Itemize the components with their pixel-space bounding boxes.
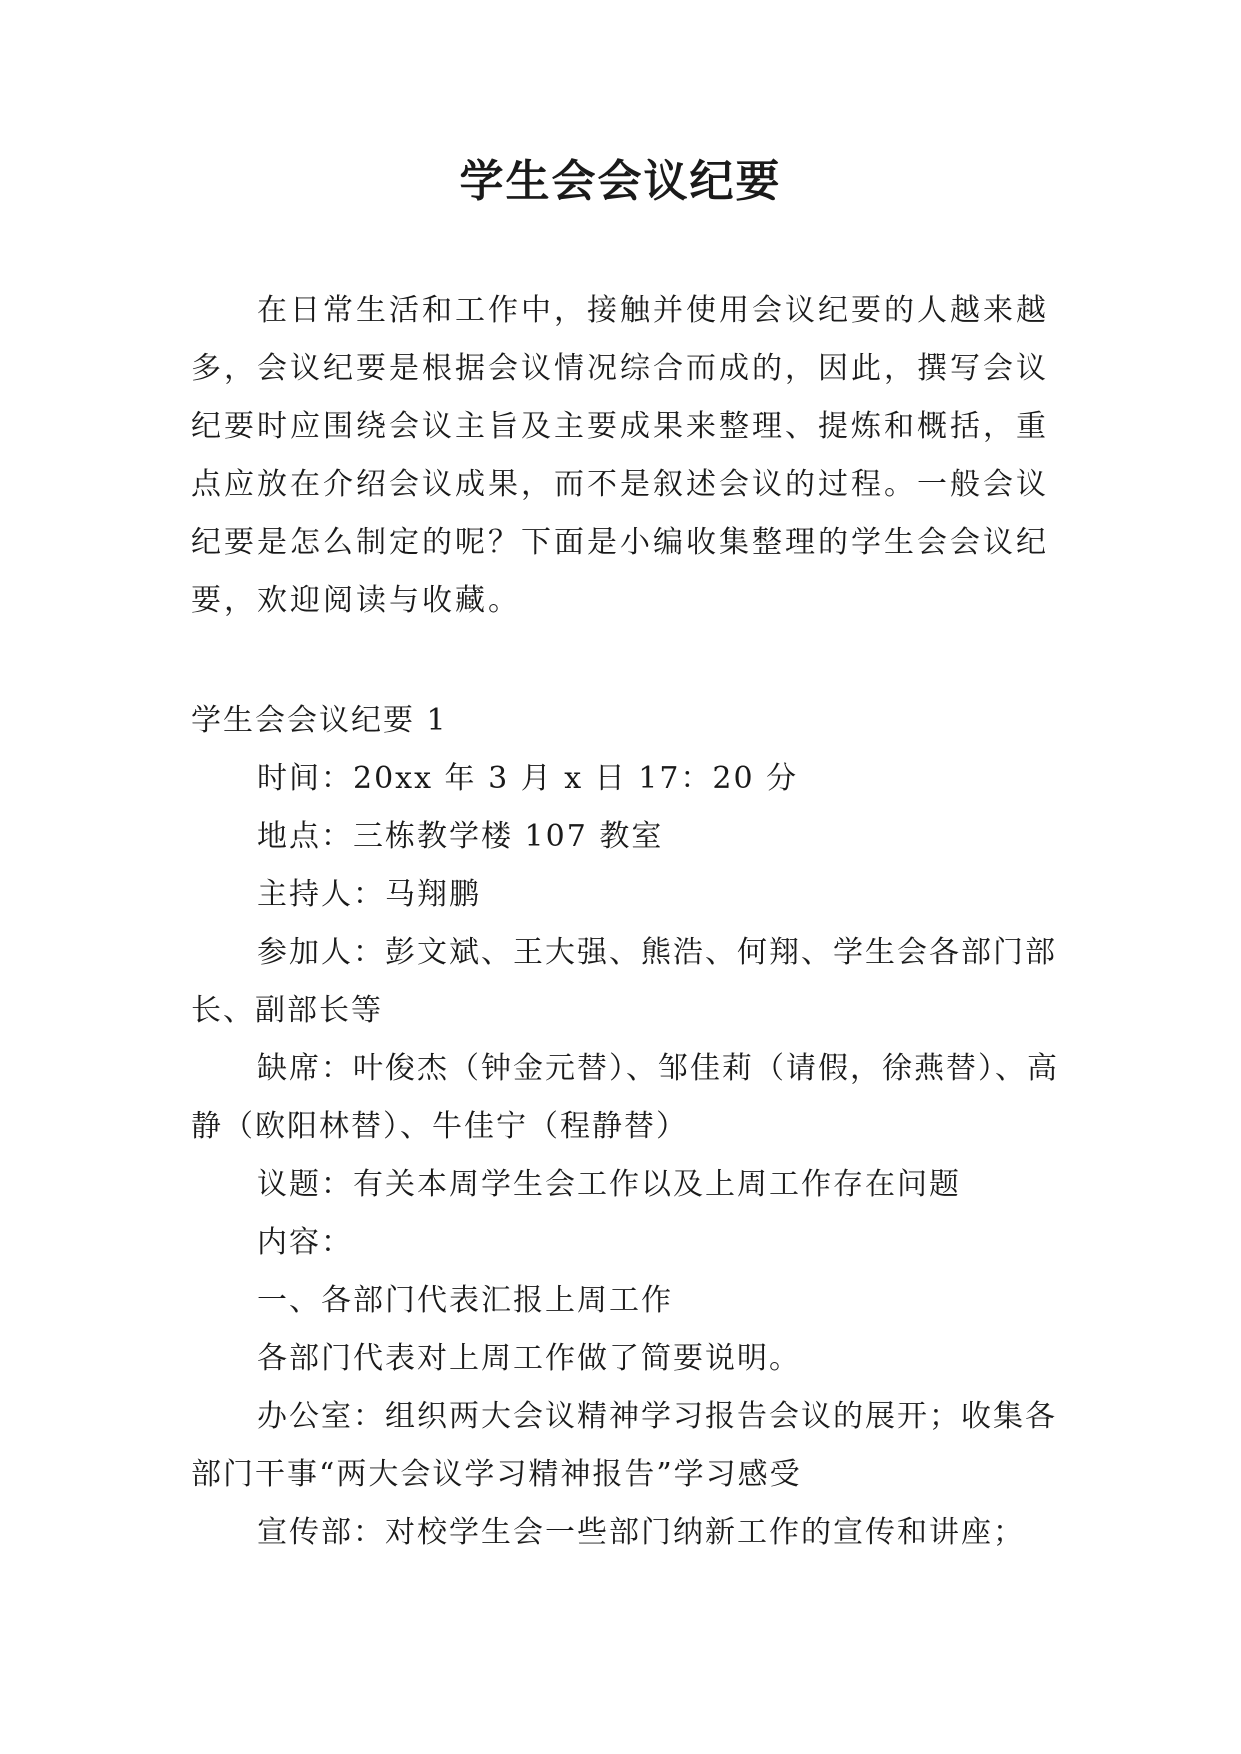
meeting-host: 主持人：马翔鹏 <box>257 877 481 912</box>
meeting-topic: 议题：有关本周学生会工作以及上周工作存在问题 <box>257 1167 961 1202</box>
meeting-attendees: 参加人：彭文斌、王大强、熊浩、何翔、学生会各部门部长、副部长等 <box>191 935 1057 1028</box>
meeting-absent: 缺席：叶俊杰（钟金元替）、邹佳莉（请假，徐燕替）、高静（欧阳林替）、牛佳宁（程静替） <box>191 1051 1059 1144</box>
content-label: 内容： <box>257 1225 353 1260</box>
meeting-location: 地点：三栋教学楼 107 教室 <box>257 819 664 854</box>
intro-paragraph: 在日常生活和工作中，接触并使用会议纪要的人越来越多，会议纪要是根据会议情况综合而成的，因此，撰写会议纪要时应围绕会议主旨及主要成果来整理、提炼和概括，重点应放在介绍会议成果，而不是叙述会议的过程。一般会议纪要是怎么制定的呢？下面是小编收集整理的学生会会议纪要，欢迎阅读与收藏。 <box>191 293 1049 618</box>
item1-text: 各部门代表对上周工作做了简要说明。 <box>257 1341 801 1376</box>
office-report: 办公室：组织两大会议精神学习报告会议的展开；收集各部门干事“两大会议学习精神报告”学习感受 <box>191 1399 1057 1492</box>
page-title: 学生会会议纪要 <box>459 156 782 207</box>
minutes-body <box>191 692 1061 1562</box>
meeting-time: 时间：20xx 年 3 月 x 日 17：20 分 <box>257 761 799 796</box>
section-heading: 学生会会议纪要 1 <box>191 703 448 738</box>
item1-heading: 一、各部门代表汇报上周工作 <box>257 1283 673 1318</box>
publicity-report: 宣传部：对校学生会一些部门纳新工作的宣传和讲座； <box>257 1515 1025 1550</box>
